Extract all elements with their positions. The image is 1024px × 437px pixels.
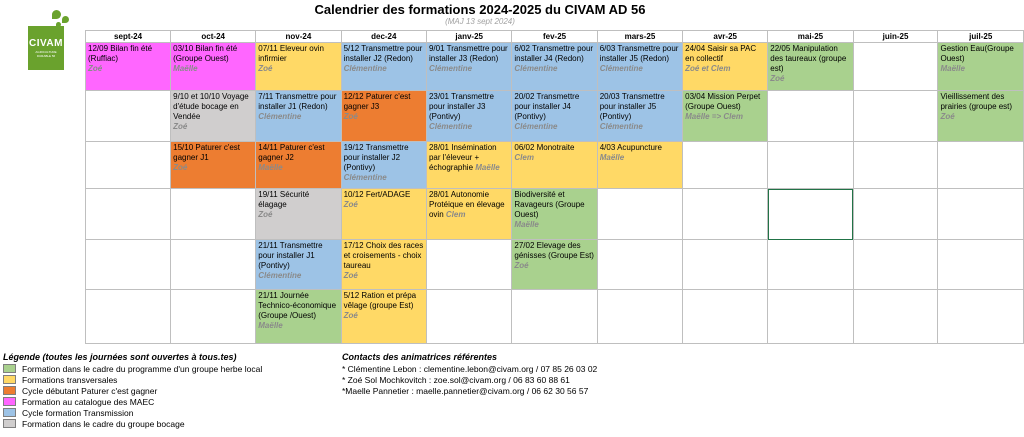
month-header[interactable]: dec-24 <box>341 31 426 43</box>
training-cell[interactable] <box>341 189 426 240</box>
event-animator: Clémentine <box>428 122 473 131</box>
month-header-row <box>86 31 1024 43</box>
event-title: 03/10 Bilan fin été (Groupe Ouest) <box>173 44 238 63</box>
logo-word: CIVAM <box>29 38 63 49</box>
calendar-row <box>86 189 1024 240</box>
event-title: 20/03 Transmettre pour installer J5 (Pontivy) <box>599 92 665 121</box>
legend-item <box>3 386 333 397</box>
training-cell[interactable] <box>86 43 171 91</box>
event-animator: Zoé <box>173 163 188 172</box>
training-cell[interactable] <box>256 91 341 142</box>
empty-cell[interactable] <box>86 142 171 189</box>
training-event <box>256 43 340 75</box>
training-event <box>256 189 340 221</box>
training-cell[interactable] <box>597 142 682 189</box>
event-title: 24/04 Saisir sa PAC en collectif <box>685 44 757 63</box>
event-title: 6/02 Transmettre pour installer J4 (Redon) <box>514 44 594 63</box>
event-animator: Clémentine <box>343 64 387 73</box>
event-animator: Maëlle <box>258 163 283 172</box>
calendar-row <box>86 43 1024 91</box>
training-event <box>598 142 682 164</box>
event-title: 28/01 Autonomie Protéique en élevage ovin <box>428 190 505 219</box>
legend-swatch <box>3 397 16 406</box>
training-event <box>171 91 255 133</box>
legend-item <box>3 375 333 386</box>
empty-cell[interactable] <box>768 142 853 189</box>
training-cell[interactable] <box>426 189 511 240</box>
empty-cell[interactable] <box>938 240 1024 290</box>
training-event <box>342 240 426 282</box>
legend-title: Légende (toutes les journées sont ouvertes à tous.tes) <box>3 352 237 362</box>
training-cell[interactable] <box>597 91 682 142</box>
event-animator: Maëlle <box>258 321 283 330</box>
empty-cell[interactable] <box>683 240 768 290</box>
month-header[interactable]: juil-25 <box>938 31 1024 43</box>
training-cell[interactable] <box>683 43 768 91</box>
legend-label: Formations transversales <box>22 375 118 385</box>
training-cell[interactable] <box>512 142 597 189</box>
empty-cell[interactable] <box>768 290 853 344</box>
event-animator: Zoé <box>173 122 188 131</box>
empty-cell[interactable] <box>426 240 511 290</box>
event-title: 23/01 Transmettre pour installer J3 (Pontivy) <box>428 92 494 121</box>
month-header[interactable]: sept-24 <box>86 31 171 43</box>
empty-cell[interactable] <box>853 290 938 344</box>
event-animator: Clémentine <box>514 122 558 131</box>
event-animator: Maëlle <box>599 153 625 162</box>
empty-cell[interactable] <box>86 189 171 240</box>
training-event <box>768 43 852 85</box>
training-event <box>256 290 340 332</box>
month-header[interactable]: mai-25 <box>768 31 853 43</box>
event-animator: Zoé <box>343 311 358 320</box>
legend-item <box>3 419 333 430</box>
empty-cell[interactable] <box>853 43 938 91</box>
event-title: Gestion Eau(Groupe Ouest) <box>940 44 1014 63</box>
calendar-grid <box>85 30 1024 344</box>
calendar-row <box>86 91 1024 142</box>
training-cell[interactable] <box>341 91 426 142</box>
training-cell[interactable] <box>512 91 597 142</box>
event-animator: Clem <box>445 210 466 219</box>
event-title: 28/01 Insémination par l'éleveur + échographie <box>428 143 497 172</box>
training-event <box>427 142 511 174</box>
event-title: 7/11 Transmettre pour installer J1 (Redon) <box>258 92 337 111</box>
event-title: 10/12 Fert/ADAGE <box>343 190 411 199</box>
event-animator: Zoé <box>940 112 955 121</box>
month-header[interactable]: juin-25 <box>853 31 938 43</box>
training-cell[interactable] <box>256 240 341 290</box>
event-animator: Zoé <box>514 261 529 270</box>
legend-item <box>3 397 333 408</box>
empty-cell[interactable] <box>853 142 938 189</box>
empty-cell[interactable] <box>683 142 768 189</box>
month-header[interactable]: oct-24 <box>171 31 256 43</box>
training-cell[interactable] <box>426 142 511 189</box>
event-title: 6/03 Transmettre pour installer J5 (Redon) <box>599 44 679 63</box>
event-title: 20/02 Transmettre pour installer J4 (Pontivy) <box>514 92 580 121</box>
contact-line: * Zoé Sol Mochkovitch : zoe.sol@civam.org / 06 83 60 88 61 <box>342 375 570 385</box>
training-event <box>256 91 340 123</box>
legend-swatch <box>3 419 16 428</box>
empty-cell[interactable] <box>768 189 853 240</box>
training-cell[interactable] <box>341 240 426 290</box>
event-animator: Zoé <box>258 210 273 219</box>
contacts-title: Contacts des animatrices référentes <box>342 352 498 362</box>
event-title: 15/10 Paturer c'est gagner J1 <box>173 143 241 162</box>
event-title: 22/05 Manipulation des taureaux (groupe est) <box>770 44 847 73</box>
event-animator: Maëlle <box>475 163 500 172</box>
empty-cell[interactable] <box>853 91 938 142</box>
event-animator: Clémentine <box>514 64 558 73</box>
event-title: 9/01 Transmettre pour installer J3 (Redon) <box>428 44 508 63</box>
training-cell[interactable] <box>938 43 1024 91</box>
empty-cell[interactable] <box>86 240 171 290</box>
event-title: 12/09 Bilan fin été (Ruffiac) <box>88 44 153 63</box>
event-animator: Clémentine <box>599 122 643 131</box>
legend-swatch <box>3 408 16 417</box>
contact-line: *Maelle Pannetier : maelle.pannetier@civam.org / 06 62 30 56 57 <box>342 386 589 396</box>
event-animator: Maëlle <box>514 220 539 229</box>
training-cell[interactable] <box>341 43 426 91</box>
month-header[interactable]: fev-25 <box>512 31 597 43</box>
event-animator: Zoé <box>343 112 358 121</box>
empty-cell[interactable] <box>426 290 511 344</box>
event-animator: Clémentine <box>258 112 302 121</box>
training-event <box>342 91 426 123</box>
event-title: 17/12 Choix des races et croisements - choix taureau <box>343 241 424 270</box>
training-event <box>256 142 340 174</box>
calendar-row <box>86 142 1024 189</box>
training-event <box>86 43 170 75</box>
training-event <box>938 91 1023 123</box>
event-animator: Zoé <box>343 271 358 280</box>
training-event <box>427 91 511 133</box>
training-event <box>938 43 1023 75</box>
training-event <box>256 240 340 282</box>
empty-cell[interactable] <box>597 240 682 290</box>
event-title: 5/12 Ration et prépa vêlage (groupe Est) <box>343 291 417 310</box>
legend-swatch <box>3 386 16 395</box>
event-title: 21/11 Transmettre pour installer J1 (Pontivy) <box>258 241 323 270</box>
month-header[interactable]: mars-25 <box>597 31 682 43</box>
legend-label: Formation dans le cadre du programme d'un groupe herbe local <box>22 364 263 374</box>
logo-subtext: AGRICULTURE DURABLE 56 <box>35 50 57 58</box>
training-event <box>171 142 255 174</box>
training-event <box>342 189 426 211</box>
empty-cell[interactable] <box>171 189 256 240</box>
month-header[interactable]: nov-24 <box>256 31 341 43</box>
training-event <box>342 290 426 322</box>
empty-cell[interactable] <box>171 290 256 344</box>
training-cell[interactable] <box>426 43 511 91</box>
empty-cell[interactable] <box>683 189 768 240</box>
empty-cell[interactable] <box>938 142 1024 189</box>
event-animator: Zoé <box>770 74 785 83</box>
event-title: 5/12 Transmettre pour installer J2 (Redon) <box>343 44 423 63</box>
training-cell[interactable] <box>683 91 768 142</box>
training-cell[interactable] <box>256 43 341 91</box>
training-cell[interactable] <box>256 290 341 344</box>
empty-cell[interactable] <box>853 240 938 290</box>
training-cell[interactable] <box>938 91 1024 142</box>
update-date: (MAJ 13 sept 2024) <box>445 17 515 26</box>
contact-line: * Clémentine Lebon : clementine.lebon@civam.org / 07 85 26 03 02 <box>342 364 598 374</box>
training-cell[interactable] <box>341 290 426 344</box>
legend-label: Formation au catalogue des MAEC <box>22 397 155 407</box>
training-event <box>598 91 682 133</box>
event-title: 14/11 Paturer c'est gagner J2 <box>258 143 325 162</box>
training-cell[interactable] <box>341 142 426 189</box>
event-title: 12/12 Paturer c'est gagner J3 <box>343 92 411 111</box>
empty-cell[interactable] <box>86 91 171 142</box>
empty-cell[interactable] <box>512 290 597 344</box>
event-animator: Zoé et Clem <box>685 64 731 73</box>
legend-swatch <box>3 364 16 373</box>
empty-cell[interactable] <box>938 189 1024 240</box>
training-event <box>512 43 596 75</box>
training-cell[interactable] <box>512 240 597 290</box>
calendar-row <box>86 240 1024 290</box>
training-cell[interactable] <box>171 91 256 142</box>
event-animator: Clem <box>514 153 534 162</box>
training-cell[interactable] <box>256 189 341 240</box>
training-event <box>427 43 511 75</box>
training-event <box>512 91 596 133</box>
event-title: 19/11 Sécurité élagage <box>258 190 310 209</box>
event-title: 9/10 et 10/10 Voyage d'étude bocage en Vendée <box>173 92 249 121</box>
empty-cell[interactable] <box>597 290 682 344</box>
event-title: 19/12 Transmettre pour installer J2 (Pontivy) <box>343 143 409 172</box>
event-animator: Zoé <box>343 200 358 209</box>
legend-swatch <box>3 375 16 384</box>
training-event <box>683 91 767 123</box>
training-event <box>512 142 596 164</box>
training-cell[interactable] <box>426 91 511 142</box>
page-title: Calendrier des formations 2024-2025 du CIVAM AD 56 <box>314 2 646 17</box>
training-event <box>171 43 255 75</box>
event-title: 4/03 Acupuncture <box>599 143 663 152</box>
event-animator: Clémentine <box>343 173 387 182</box>
training-event <box>342 43 426 75</box>
training-cell[interactable] <box>512 43 597 91</box>
month-header[interactable]: janv-25 <box>426 31 511 43</box>
empty-cell[interactable] <box>938 290 1024 344</box>
civam-logo <box>26 8 74 72</box>
event-animator: Maëlle <box>173 64 198 73</box>
legend-label: Cycle formation Transmission <box>22 408 134 418</box>
legend-item <box>3 364 333 375</box>
event-title: 06/02 Monotraite <box>514 143 575 152</box>
event-animator: Clémentine <box>258 271 302 280</box>
event-animator: Zoé <box>258 64 273 73</box>
training-cell[interactable] <box>512 189 597 240</box>
legend-item <box>3 408 333 419</box>
event-title: 27/02 Elevage des génisses (Groupe Est) <box>514 241 594 260</box>
contacts-section <box>342 352 742 397</box>
event-animator: Maëlle => Clem <box>685 112 743 121</box>
event-title: 03/04 Mission Perpet (Groupe Ouest) <box>685 92 761 111</box>
event-animator: Zoé <box>88 64 103 73</box>
event-title: Biodiversité et Ravageurs (Groupe Ouest) <box>514 190 585 219</box>
training-event <box>427 189 511 221</box>
empty-cell[interactable] <box>683 290 768 344</box>
empty-cell[interactable] <box>86 290 171 344</box>
training-event <box>683 43 767 75</box>
empty-cell[interactable] <box>597 189 682 240</box>
training-cell[interactable] <box>597 43 682 91</box>
legend <box>3 352 333 430</box>
training-event <box>512 189 596 231</box>
empty-cell[interactable] <box>853 189 938 240</box>
training-event <box>598 43 682 75</box>
event-animator: Clémentine <box>428 64 473 73</box>
training-event <box>342 142 426 184</box>
training-cell[interactable] <box>768 43 853 91</box>
empty-cell[interactable] <box>768 91 853 142</box>
empty-cell[interactable] <box>768 240 853 290</box>
event-title: Vieillissement des prairies (groupe est) <box>940 92 1013 111</box>
event-animator: Clémentine <box>599 64 643 73</box>
event-title: 07/11 Eleveur ovin infirmier <box>258 44 324 63</box>
event-title: 21/11 Journée Technico-économique (Groupe /Ouest) <box>258 291 337 320</box>
legend-label: Formation dans le cadre du groupe bocage <box>22 419 185 429</box>
empty-cell[interactable] <box>171 240 256 290</box>
training-event <box>512 240 596 272</box>
legend-label: Cycle débutant Paturer c'est gagner <box>22 386 158 396</box>
event-animator: Maëlle <box>940 64 965 73</box>
month-header[interactable]: avr-25 <box>683 31 768 43</box>
training-cell[interactable] <box>171 142 256 189</box>
training-cell[interactable] <box>256 142 341 189</box>
training-cell[interactable] <box>171 43 256 91</box>
calendar-row <box>86 290 1024 344</box>
